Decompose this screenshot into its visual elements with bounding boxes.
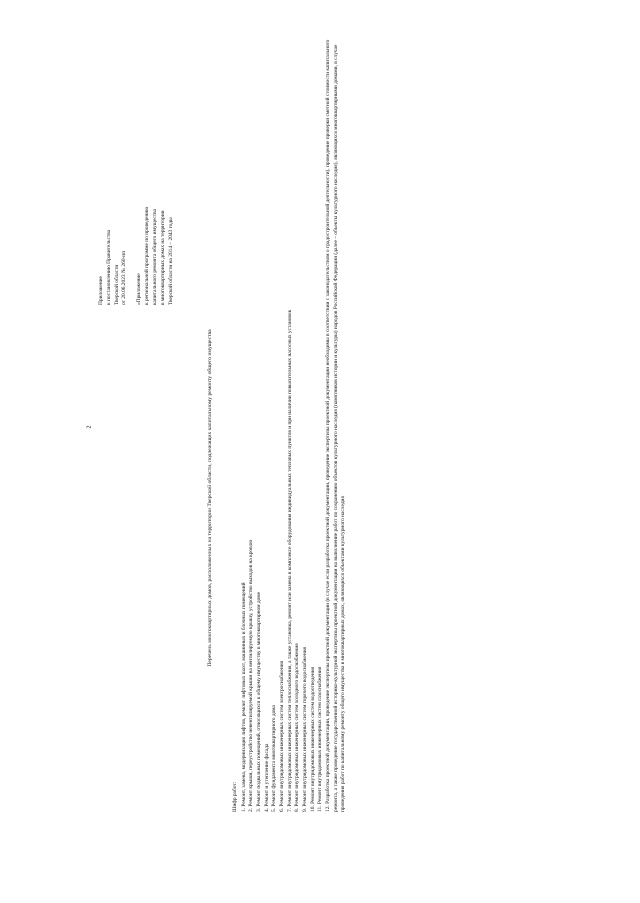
appendix-line: «Приложение (136, 273, 143, 305)
appendix-line: Тверской области (113, 264, 120, 305)
appendix-line: Тверской области на 2014 – 2043 годы (167, 217, 174, 305)
work-item: 7. Ремонт внутридомовых инженерных систем теплоснабжения, а также установка, ремонт или замена в комплексе оборудования индивидуальных тепловых пунктов и при наличии повысительных насосных установок (286, 309, 293, 812)
work-item: 11. Ремонт внутридомовых инженерных систем газоснабжения (317, 666, 324, 812)
appendix-line: к региональной программе по проведению (144, 206, 151, 305)
appendix-line: в многоквартирных домах на территории (159, 210, 166, 305)
appendix-block (98, 105, 175, 305)
work-item: 1. Ремонт, замена, модернизация лифтов, ремонт лифтовых шахт, машинных и блочных помещений (240, 582, 247, 812)
work-item: 8. Ремонт внутридомовых инженерных систем холодного водоснабжения (294, 643, 301, 812)
appendix-line: к постановлению Правительства (105, 229, 112, 305)
work-item: 9. Ремонт внутридомовых инженерных систем горячего водоснабжения (302, 646, 309, 812)
appendix-line: от 20.06.2023 № 260-пп (121, 250, 128, 305)
work-item: 3. Ремонт подвальных помещений, относящихся к общему имуществу в многоквартирном доме (256, 591, 263, 812)
work-item: 5. Ремонт фундамента многоквартирного дома (271, 705, 278, 812)
appendix-line: капитального ремонта общего имущества (151, 209, 158, 305)
appendix-gap (129, 105, 136, 305)
works-list (232, 32, 348, 812)
title-line: Перечень многоквартирных домов, расположенных на территории Тверской области, подлежащих капитальному ремонту общего имущества (207, 329, 213, 667)
document-title (207, 178, 215, 818)
work-item: 4. Ремонт и утепление фасада (263, 743, 270, 812)
work-item: 2. Ремонт крыши, переустройство невентилируемой крыши на вентилируемую крышу, устройство выходов на кровлю (248, 539, 255, 812)
page-number: 2 (86, 425, 93, 429)
work-item: 10. Ремонт внутридомовых инженерных систем водоотведения (309, 666, 316, 812)
work-item: 12. Разработка проектной документации, проведение экспертизы проектной документации (в случае если разработка проектной документации, проведение экспертизы проектной документации необходимы в соответствии с законодательством о градостроительной деятельности), проведение проверки сметной стоимости капитального ремонта, а также проведение государственной историко-культурной экспертизы проектной документации на выполнение работ по сохранению объектов культурного наследия (памятников истории и культуры) народов Российской Федерации (далее – объекты культурного наследия), являющихся многоквартирными домами, в случае проведения работ по капитальному ремонту общего имущества в многоквартирных домах, являющихся объектами культурного наследия (325, 39, 347, 812)
appendix-line: Приложение (98, 276, 104, 305)
work-item: 6. Ремонт внутридомовых инженерных систем электроснабжения (279, 660, 286, 812)
works-header: Шифр работ: (232, 781, 238, 812)
